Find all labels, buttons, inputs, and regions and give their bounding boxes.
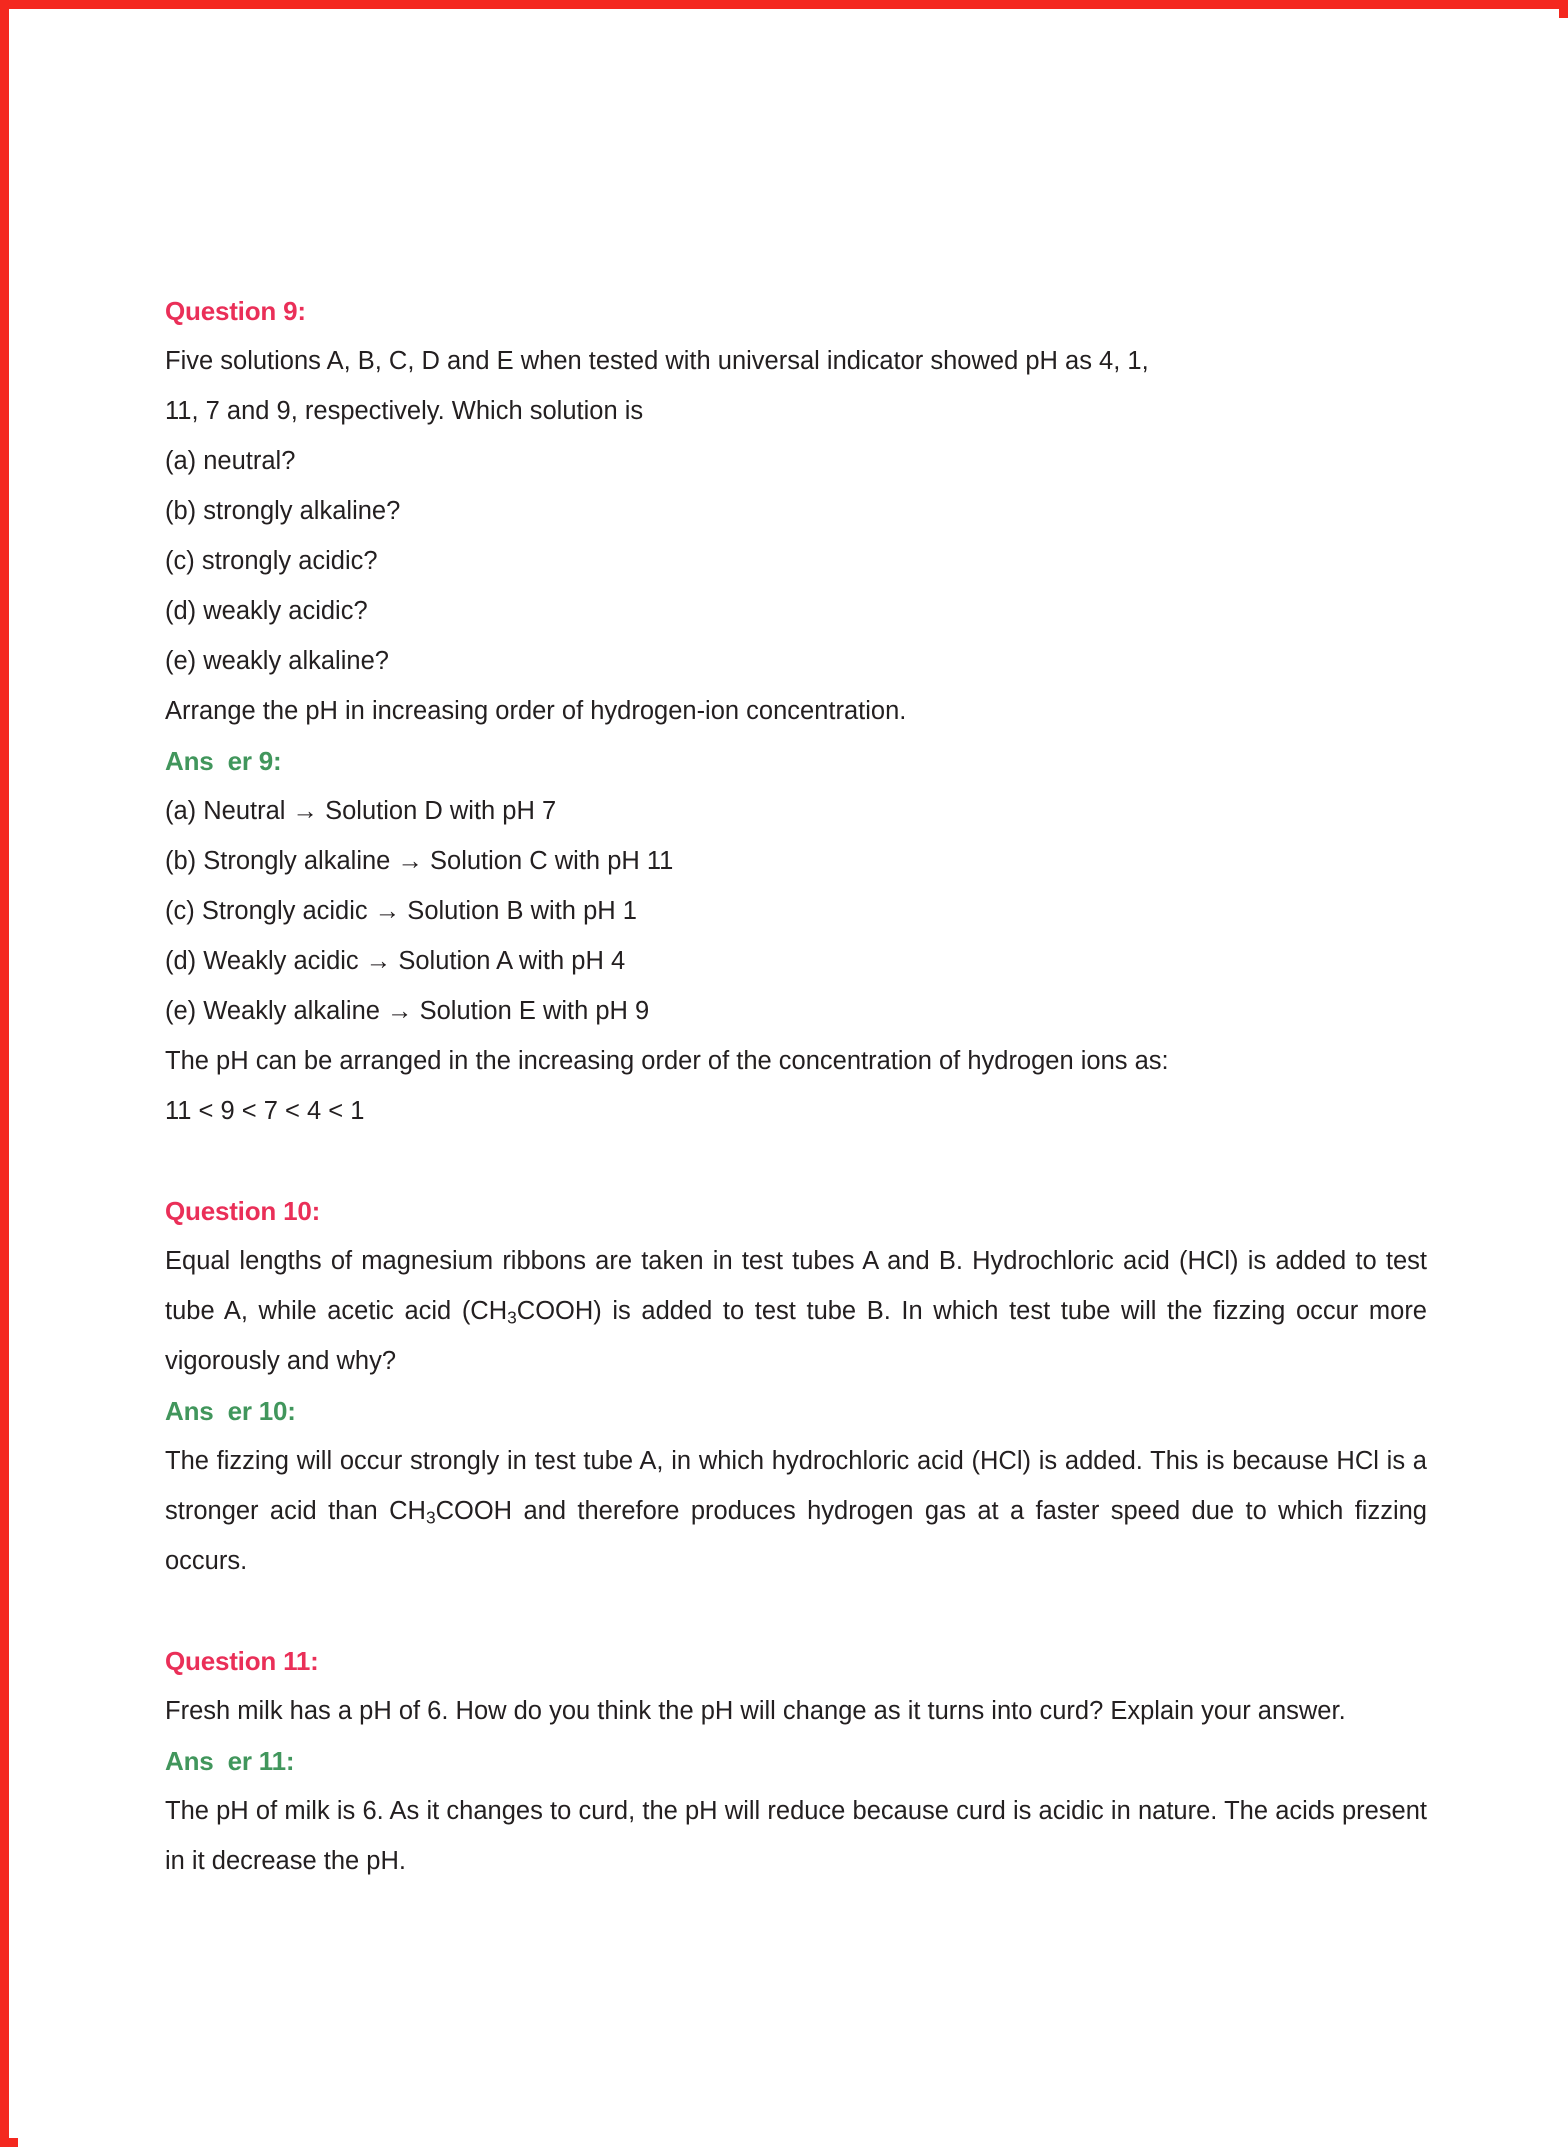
question-9-option-a: (a) neutral? (165, 447, 296, 475)
question-9-line-1: Five solutions A, B, C, D and E when tested with universal indicator showed pH as 4, 1, (165, 347, 1149, 375)
question-9-option-b: (b) strongly alkaline? (165, 497, 401, 525)
section-gap-10-11 (165, 1586, 1427, 1636)
qa-section-question-9 (165, 286, 1427, 1136)
answer-9-option-d: (d) Weakly acidic → Solution A with pH 4 (165, 947, 626, 975)
question-9-line-arrange: Arrange the pH in increasing order of hydrogen-ion concentration. (165, 697, 907, 725)
answer-9-option-c: (c) Strongly acidic → Solution B with pH 1 (165, 897, 637, 925)
answer-9-ordering-intro: The pH can be arranged in the increasing order of the concentration of hydrogen ions as: (165, 1047, 1169, 1075)
answer-9-option-a: (a) Neutral → Solution D with pH 7 (165, 797, 557, 825)
question-9-heading: Question 9: (165, 296, 306, 326)
answer-11-heading: Ans er 11: (165, 1746, 295, 1776)
answer-9-ordering-values: 11 < 9 < 7 < 4 < 1 (165, 1097, 365, 1125)
page-canvas (18, 18, 1568, 2147)
answer-10-heading: Ans er 10: (165, 1396, 296, 1426)
section-gap-9-10 (165, 1136, 1427, 1186)
question-9-option-c: (c) strongly acidic? (165, 547, 378, 575)
qa-section-question-10 (165, 1186, 1427, 1586)
question-9-option-e: (e) weakly alkaline? (165, 647, 389, 675)
answer-9-option-e: (e) Weakly alkaline → Solution E with pH 9 (165, 997, 650, 1025)
question-11-paragraph: Fresh milk has a pH of 6. How do you think the pH will change as it turns into curd? Explain your answer. (165, 1697, 1346, 1725)
answer-11-paragraph: The pH of milk is 6. As it changes to curd, the pH will reduce because curd is acidic in nature. The acids present in it decrease the pH. (165, 1797, 1427, 1875)
qa-section-question-11 (165, 1636, 1427, 1886)
question-9-line-2: 11, 7 and 9, respectively. Which solution is (165, 397, 644, 425)
question-11-heading: Question 11: (165, 1646, 319, 1676)
document-content (165, 286, 1427, 1886)
answer-9-heading: Ans er 9: (165, 746, 282, 776)
question-9-option-d: (d) weakly acidic? (165, 597, 368, 625)
question-10-heading: Question 10: (165, 1196, 321, 1226)
question-10-paragraph: Equal lengths of magnesium ribbons are taken in test tubes A and B. Hydrochloric acid (HCl) is added to test tube A, while acetic acid $(CH_3COOH)$ is added to test tube B. In which test tube will the fizzing occur more vigorously and why? (165, 1247, 1427, 1375)
answer-10-paragraph: The fizzing will occur strongly in test tube A, in which hydrochloric acid (HCl) is added. This is because HCl is a stronger acid than $CH_3COOH$ and therefore produces hydrogen gas at a faster speed due to which fizzing occurs. (165, 1447, 1427, 1575)
answer-9-option-b: (b) Strongly alkaline → Solution C with pH 11 (165, 847, 674, 875)
